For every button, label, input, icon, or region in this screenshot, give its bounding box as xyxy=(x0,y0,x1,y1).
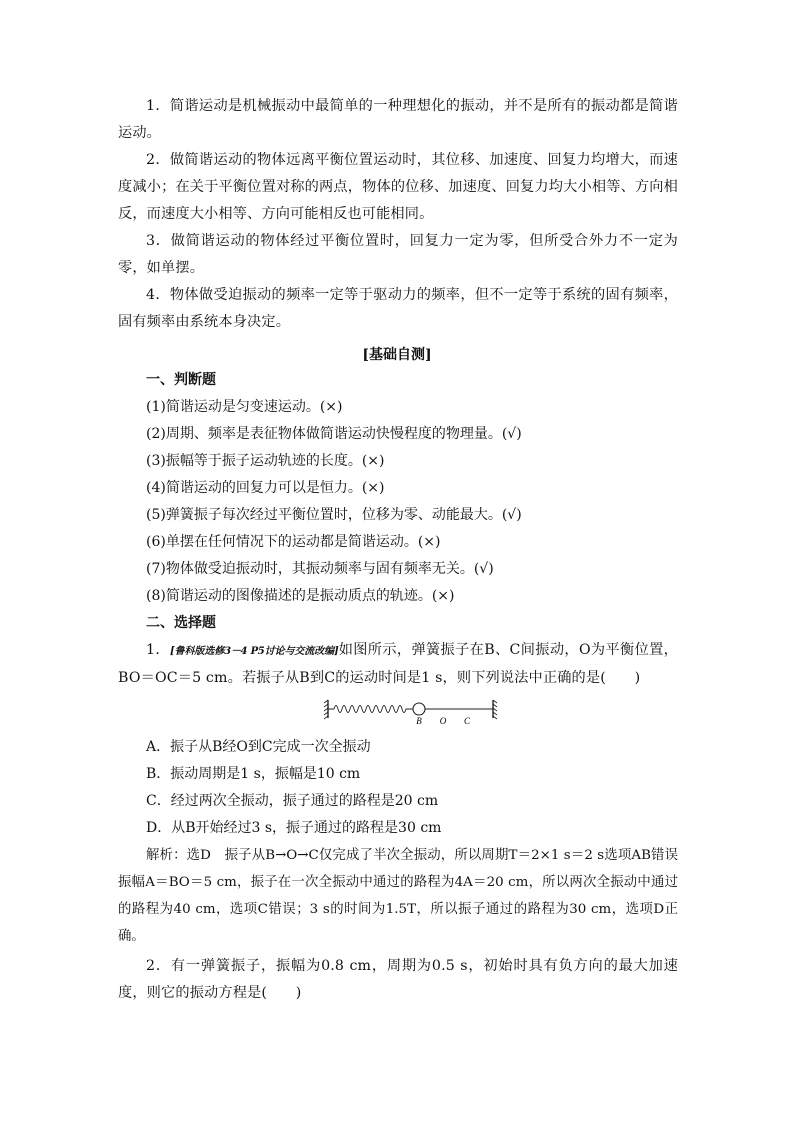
question-1-source: [鲁科版选修3－4 P5讨论与交流改编] xyxy=(169,646,339,657)
judgement-item: (1)简谐运动是匀变速运动。(×) xyxy=(146,399,343,415)
judgement-item: (8)简谐运动的图像描述的是振动质点的轨迹。(×) xyxy=(146,588,455,604)
judgement-item: (4)简谐运动的回复力可以是恒力。(×) xyxy=(146,480,385,496)
spring-coil xyxy=(328,706,414,713)
label-b: B xyxy=(416,716,422,726)
question-2-stem: 2．有一弹簧振子，振幅为0.8 cm，周期为0.5 s，初始时具有负方向的最大加速度，则它的振动方程是( ) xyxy=(118,958,678,1001)
oscillator-ball xyxy=(413,703,425,715)
option-a: A．振子从B经O到C完成一次全振动 xyxy=(146,739,371,755)
judgement-heading: 一、判断题 xyxy=(146,372,216,388)
question-1-analysis: 解析：选D 振子从B→O→C仅完成了半次全振动，所以周期T＝2×1 s＝2 s选项AB错误振幅A＝BO＝5 cm，振子在一次全振动中通过的路程为4A＝20 cm，所以两次全振动中通过的路程为40 cm，选项C错误；3 s的时间为1.5T，所以振子通过的路程为30 cm，选项D正确。 xyxy=(118,848,678,944)
note-paragraph-1: 1．简谐运动是机械振动中最简单的一种理想化的振动，并不是所有的振动都是简谐运动。 xyxy=(118,98,678,141)
note-paragraph-2: 2．做简谐运动的物体远离平衡位置运动时，其位移、加速度、回复力均增大，而速度减小；在关于平衡位置对称的两点，物体的位移、加速度、回复力均大小相等、方向相反，而速度大小相等、方向可能相反也可能相同。 xyxy=(118,152,678,222)
option-b: B．振动周期是1 s，振幅是10 cm xyxy=(146,766,361,782)
judgement-item: (5)弹簧振子每次经过平衡位置时，位移为零、动能最大。(√) xyxy=(146,507,522,523)
note-paragraph-4: 4．物体做受迫振动的频率一定等于驱动力的频率，但不一定等于系统的固有频率，固有频率由系统本身决定。 xyxy=(118,287,678,330)
note-paragraph-3: 3．做简谐运动的物体经过平衡位置时，回复力一定为零，但所受合外力不一定为零，如单摆。 xyxy=(118,233,678,276)
section-title: [基础自测] xyxy=(362,347,432,363)
label-c: C xyxy=(463,716,471,726)
judgement-item: (6)单摆在任何情况下的运动都是简谐运动。(×) xyxy=(146,534,441,550)
left-wall xyxy=(324,700,328,719)
judgement-item: (2)周期、频率是表征物体做简谐运动快慢程度的物理量。(√) xyxy=(146,426,522,442)
option-c: C．经过两次全振动，振子通过的路程是20 cm xyxy=(146,793,439,809)
label-o: O xyxy=(439,716,447,726)
question-1-stem xyxy=(118,637,678,692)
spring-oscillator-figure xyxy=(322,698,500,726)
judgement-item: (3)振幅等于振子运动轨迹的长度。(×) xyxy=(146,453,385,469)
option-d: D．从B开始经过3 s，振子通过的路程是30 cm xyxy=(146,820,442,836)
choice-heading: 二、选择题 xyxy=(146,615,216,631)
question-1-text: 如图所示，弹簧振子在B、C间振动，O为平衡位置，BO＝OC＝5 cm。若振子从B到C的运动时间是1 s，则下列说法中正确的是( ) xyxy=(118,642,679,686)
question-1-number: 1． xyxy=(146,642,170,658)
judgement-item: (7)物体做受迫振动时，其振动频率与固有频率无关。(√) xyxy=(146,561,494,577)
